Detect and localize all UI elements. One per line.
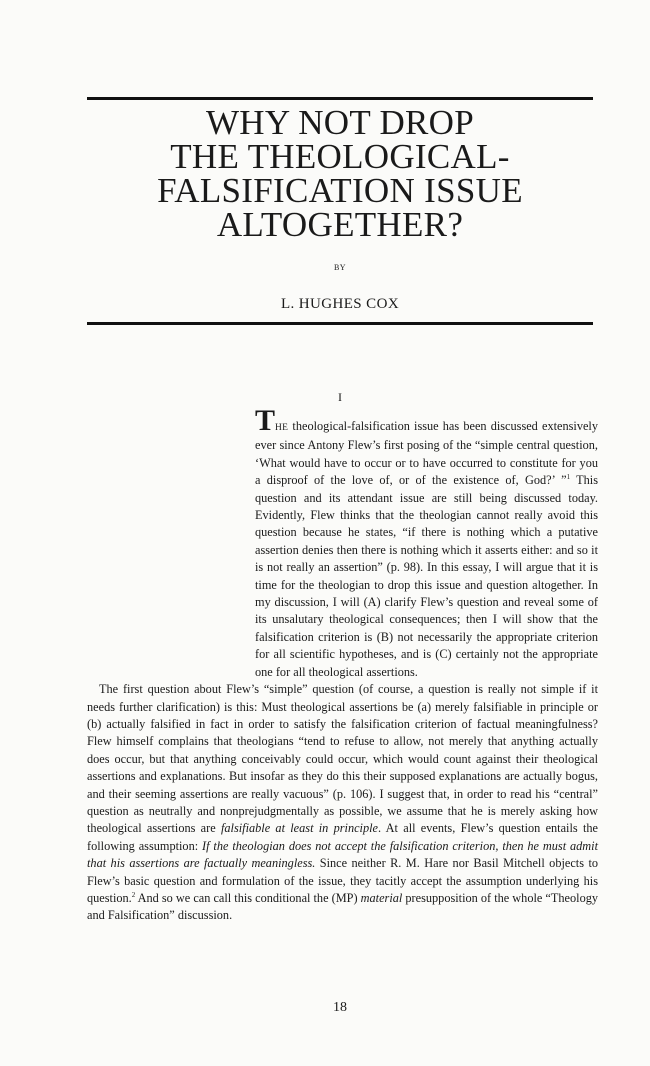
italic-text: material (360, 890, 403, 905)
bottom-rule (87, 322, 593, 325)
italic-text: falsifiable at least in principle (220, 821, 378, 836)
page-number: 18 (333, 1000, 347, 1015)
drop-cap: T (255, 404, 276, 437)
title-line: FALSIFICATION ISSUE (157, 171, 523, 210)
paragraph-2 (87, 681, 598, 925)
author-name: L. HUGHES COX (280, 296, 400, 312)
paragraph-text: And so we can call this conditional the (MP) (135, 890, 361, 905)
top-rule (87, 97, 593, 100)
small-caps-lead: HE (275, 423, 289, 433)
title-line: THE THEOLOGICAL- (170, 137, 510, 176)
footnote-ref: 2 (131, 890, 136, 899)
byline-label: BY (333, 263, 347, 272)
paragraph-text: theological-falsification issue has been discussed extensively ever since Antony Flew’s first posing of the “simple central question, ‘What would have to occur or to have occurred to constitute for you a disproof of the love of, or of the existence of, God?’ ” (255, 419, 598, 488)
article-title (87, 103, 593, 244)
paragraph-text: Since neither R. M. Hare nor Basil Mitchell objects to Flew’s basic question and formulation of the issue, they tacitly accept the assumption underlying his question. (87, 856, 599, 905)
paragraph-text: This question and its attendant issue are still being discussed today. Evidently, Flew thinks that the theologian cannot really avoid this question because he states, “if there is nothing which a putative assertion denies then there is nothing which it asserts either: and so it is not really an assertion” (p. 98). In this essay, I will argue that it is time for the theologian to drop this issue and question altogether. In my discussion, I will (A) clarify Flew’s question and reveal some of its unsalutary theological consequences; then I will show that the falsification criterion is (B) not necessarily the appropriate criterion for all scientific hypotheses, and is (C) certainly not the appropriate one for all theological assertions. (255, 473, 598, 679)
paragraph-1 (87, 404, 598, 681)
paragraph-text: The first question about Flew’s “simple” question (of course, a question is really not simple if it needs further clarification) is this: Must theological assertions be (a) merely falsifiable in principle or (b) actually falsified in fact in order to satisfy the falsification criterion of factual meaningfulness? Flew himself complains that theologians “tend to refuse to allow, not merely that anything actually does occur, but that anything conceivably could occur, which would count against their theological assertions and explanations. But insofar as they do this their supposed explanations are actually bogus, and their seeming assertions are really vacuous” (p. 106). I suggest that, in order to read his “central” question as neutrally and nonprejudgmentally as possible, we assume that he is merely asking how theological assertions are (87, 682, 598, 836)
section-number: I (338, 390, 342, 404)
paragraph-text: presupposition of the whole “Theology and Falsification” discussion. (87, 890, 599, 923)
title-line: WHY NOT DROP (205, 103, 475, 142)
paragraph-text: . At all events, Flew’s question entails the following assumption: (87, 821, 598, 853)
article-body (87, 404, 599, 925)
footnote-ref: 1 (566, 473, 571, 482)
title-line: ALTOGETHER? (216, 205, 464, 244)
italic-text: If the theologian does not accept the falsification criterion, then he must admit that his assertions are factually meaningless. (87, 838, 599, 871)
